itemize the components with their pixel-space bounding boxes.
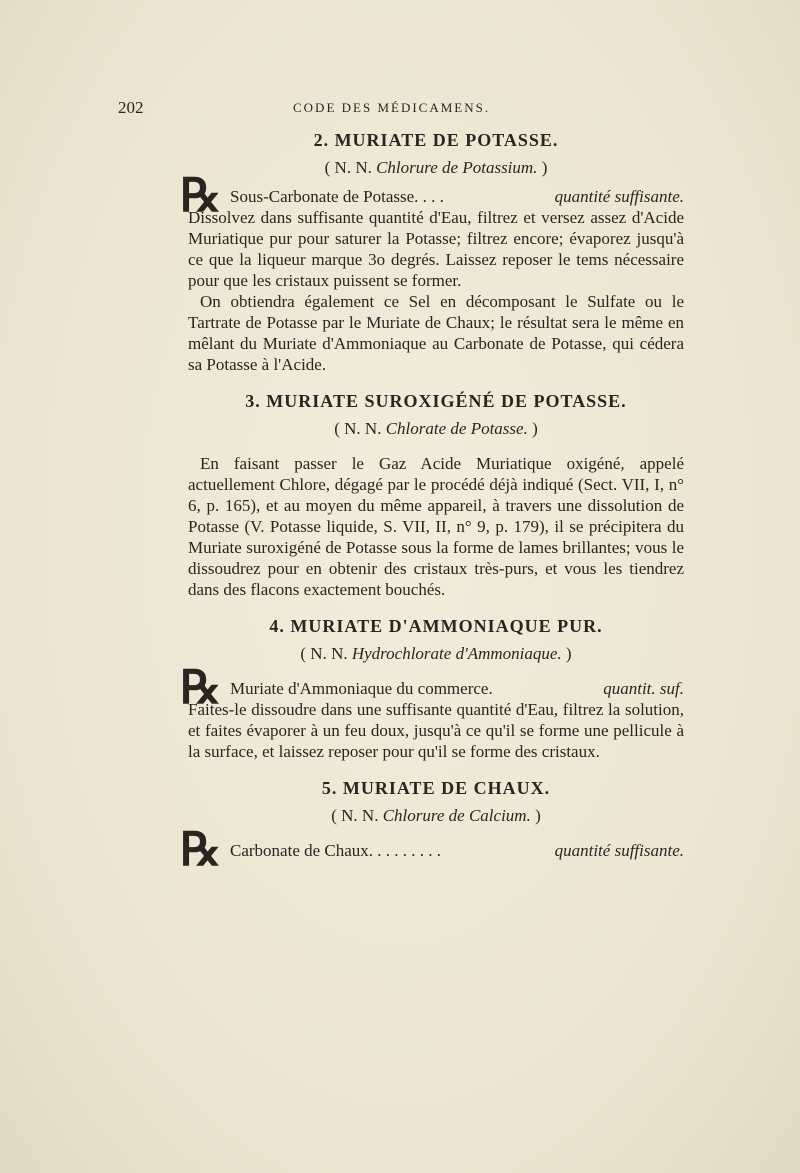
nomenclature-line: [188, 643, 684, 664]
recipe-line: [180, 168, 684, 222]
nn-suffix: ): [541, 158, 548, 177]
nn-name: Hydrochlorate d'Ammoniaque.: [351, 644, 562, 663]
ingredient: Muriate d'Ammoniaque du commerce.: [230, 679, 493, 698]
section-muriate-ammoniaque: [180, 616, 684, 762]
quantity: quantité suffisante.: [554, 841, 684, 860]
ingredient: Sous-Carbonate de Potasse. . . .: [230, 187, 444, 206]
nn-prefix: ( N. N.: [300, 644, 348, 663]
rx-icon: ℞: [180, 822, 222, 876]
nn-suffix: ): [535, 806, 541, 825]
nn-name: Chlorate de Potasse.: [385, 419, 528, 438]
section-muriate-suroxigene: [188, 391, 684, 600]
nomenclature-line: [188, 157, 684, 178]
nomenclature-line: [188, 418, 684, 439]
recipe-line: [180, 660, 684, 714]
section-muriate-de-potasse: [180, 130, 684, 375]
nn-prefix: ( N. N.: [331, 806, 379, 825]
nn-name: Chlorure de Calcium.: [382, 806, 531, 825]
page-number: 202: [118, 98, 144, 117]
quantity: quantit. suf.: [603, 679, 684, 698]
nn-suffix: ): [565, 644, 572, 663]
running-head: CODE DES MÉDICAMENS.: [293, 100, 491, 115]
page-body: [180, 130, 684, 876]
section-title: 5. MURIATE DE CHAUX.: [321, 778, 551, 798]
nn-prefix: ( N. N.: [334, 419, 382, 438]
section-muriate-de-chaux: [180, 778, 684, 876]
section-title: 2. MURIATE DE POTASSE.: [313, 130, 559, 150]
nn-suffix: ): [532, 419, 538, 438]
section-title: 3. MURIATE SUROXIGÉNÉ DE POTASSE.: [245, 391, 627, 411]
section-title: 4. MURIATE D'AMMONIAQUE PUR.: [269, 616, 603, 636]
recipe-line: [180, 822, 684, 876]
quantity: quantité suffisante.: [554, 187, 684, 206]
ingredient: Carbonate de Chaux. . . . . . . . .: [230, 841, 442, 860]
page-header: [118, 98, 678, 122]
nn-name: Chlorure de Potassium.: [376, 158, 538, 177]
paragraph: On obtiendra également ce Sel en décomposant le Sulfate ou le Tartrate de Potasse par le Muriate de Chaux; le résultat sera le même en mêlant du Muriate d'Ammoniaque au Carbonate de Potasse, qui cédera sa Potasse à l'Acide.: [188, 292, 684, 374]
nn-prefix: ( N. N.: [324, 158, 372, 177]
rx-icon: ℞: [180, 660, 222, 714]
paragraph: Dissolvez dans suffisante quantité d'Eau, filtrez et versez assez d'Acide Muriatique pur pour saturer la Potasse; filtrez encore; évaporez jusqu'à ce que la liqueur marque 3o degrés. Laissez reposer le tems nécessaire pour que les cristaux puissent se former.: [188, 208, 684, 290]
rx-icon: ℞: [180, 168, 222, 222]
paragraph: Faites-le dissoudre dans une suffisante quantité d'Eau, filtrez la solution, et faites évaporer à un feu doux, jusqu'à ce qu'il se forme une pellicule à la surface, et laissez reposer pour qu'il se forme des cristaux.: [188, 700, 684, 761]
paragraph: En faisant passer le Gaz Acide Muriatique oxigéné, appelé actuellement Chlore, dégagé par le procédé déjà indiqué (Sect. VII, I, n° 6, p. 165), et au moyen du même appareil, à travers une dissolution de Potasse (V. Potasse liquide, S. VII, II, n° 9, p. 179), il se précipitera du Muriate suroxigéné de Potasse sous la forme de lames brillantes; vous le dissoudrez pour en obtenir des cristaux très-purs, et vous les tiendrez dans des flacons exactement bouchés.: [188, 454, 684, 599]
nomenclature-line: [188, 805, 684, 826]
